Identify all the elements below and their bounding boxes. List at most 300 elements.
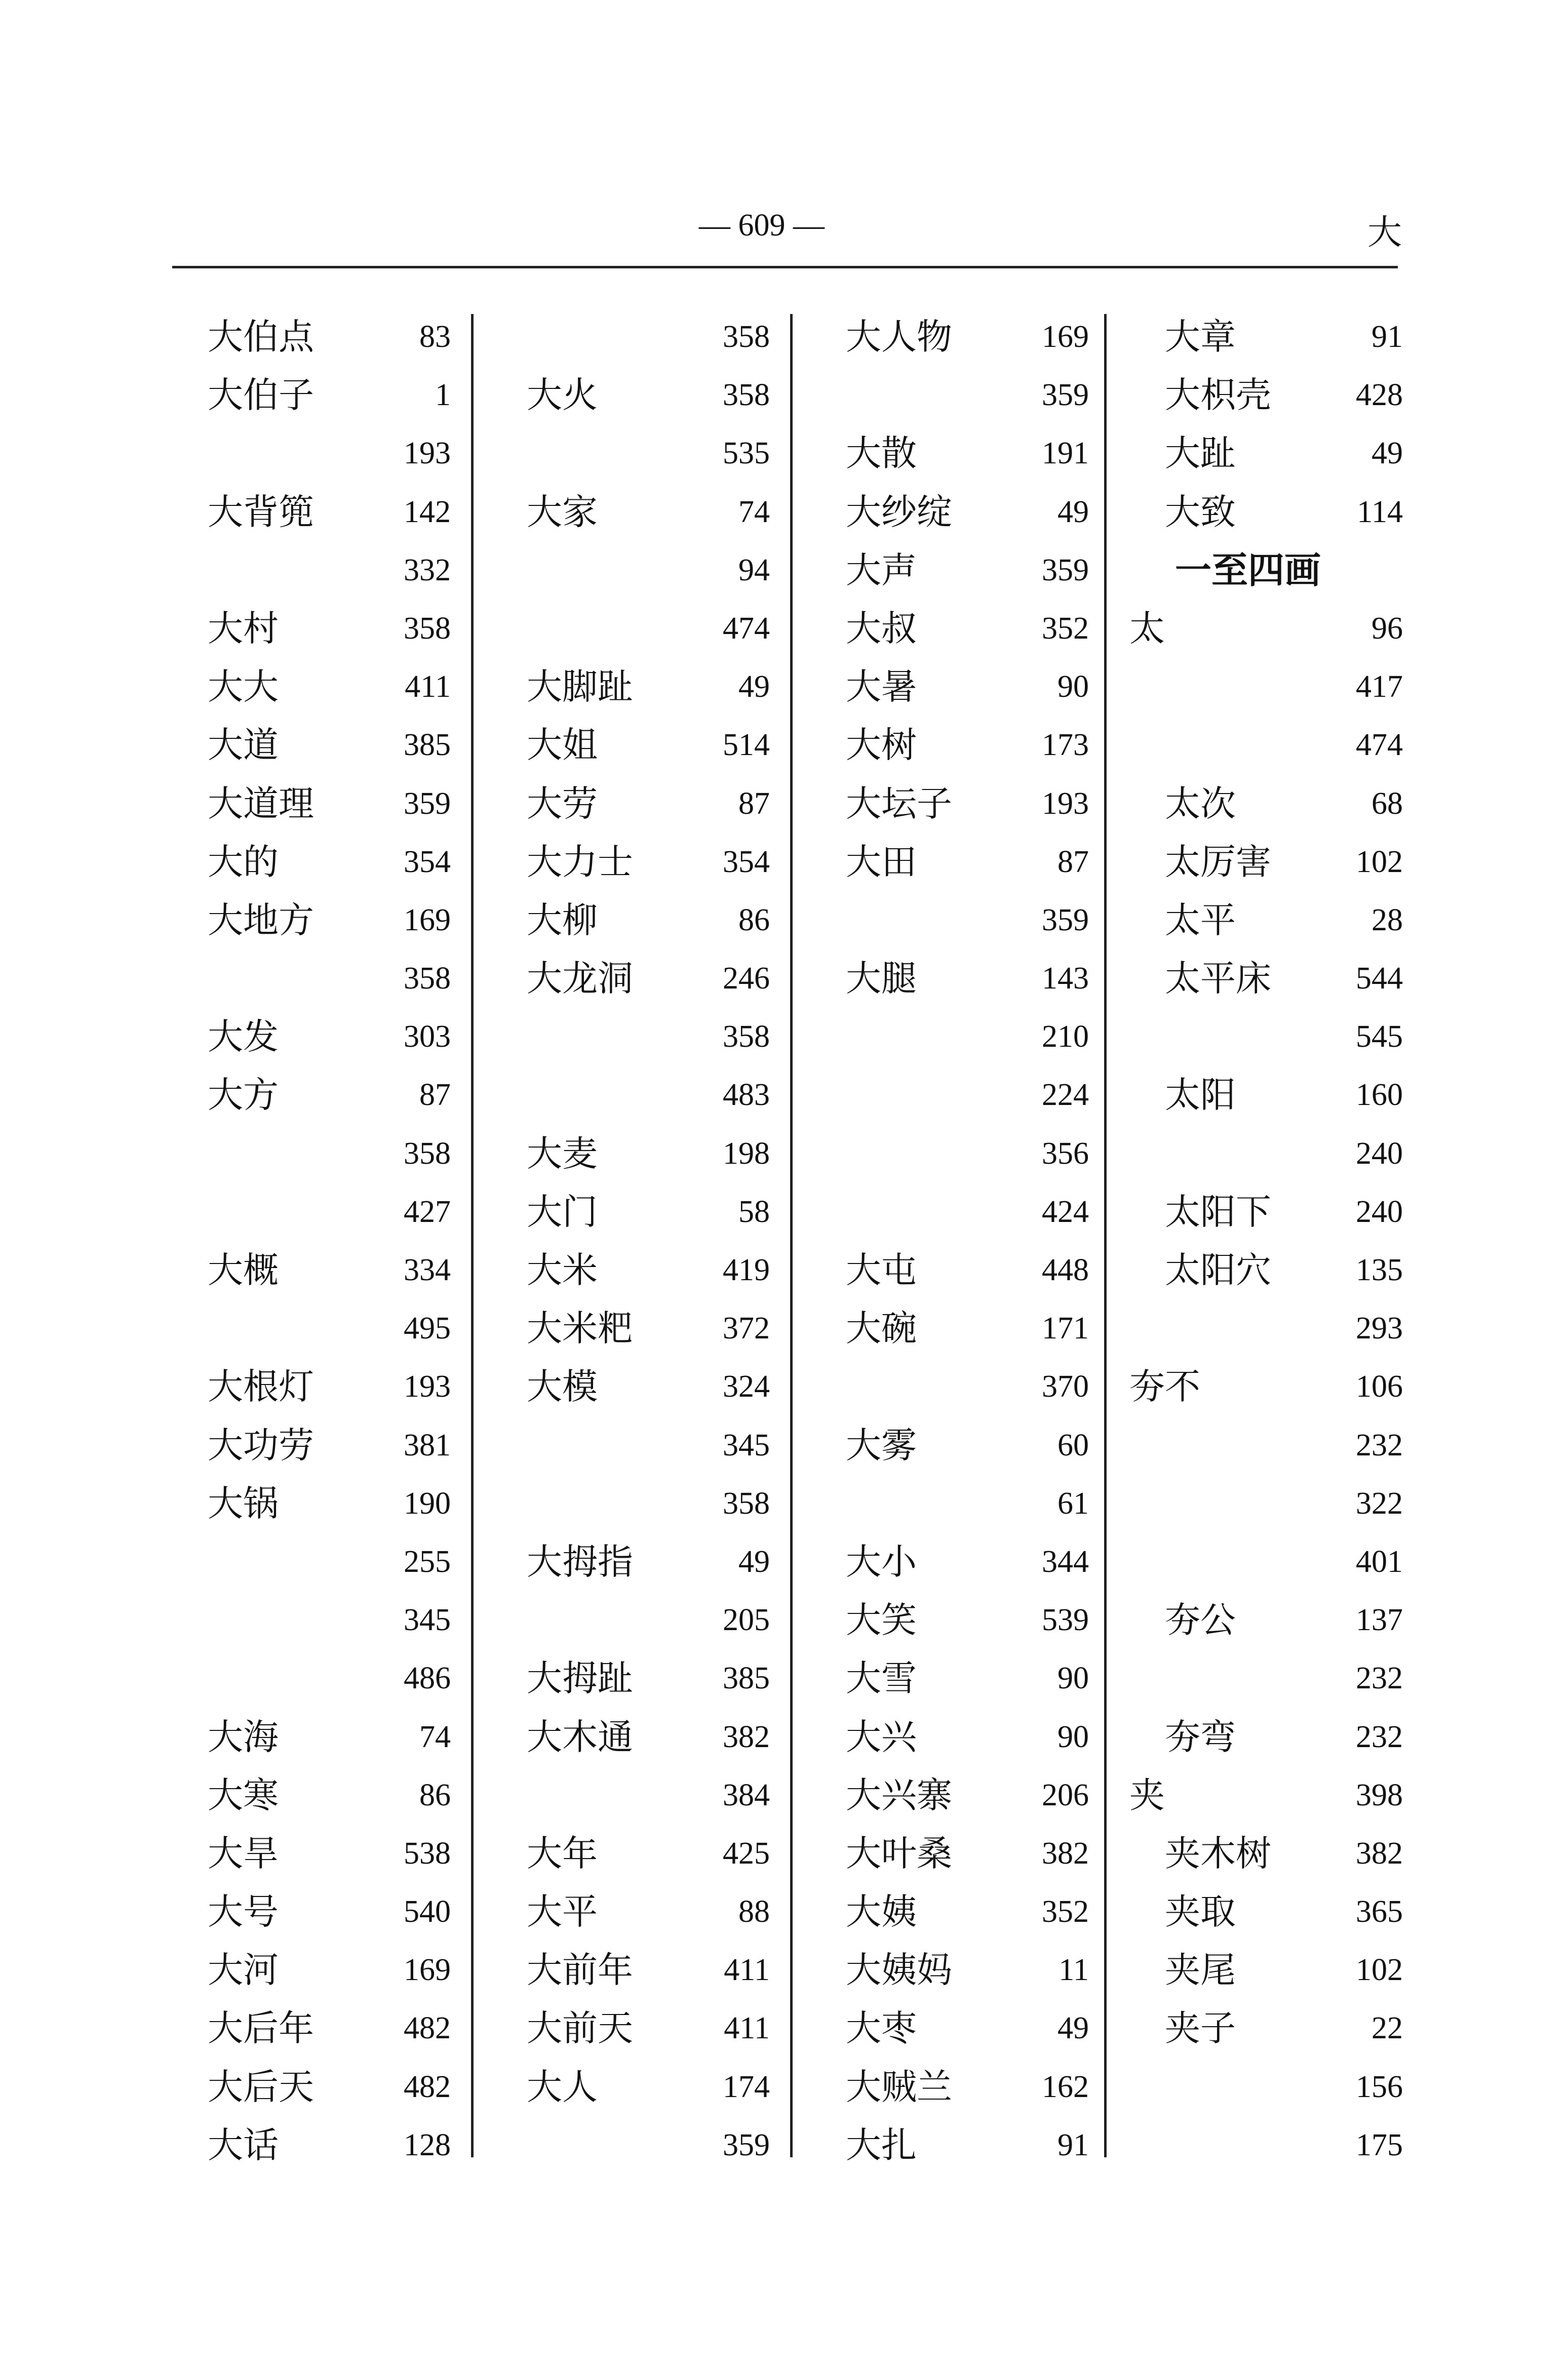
index-entry <box>208 430 451 489</box>
index-entry <box>846 2005 1089 2064</box>
index-entry <box>208 1772 451 1831</box>
index-entry <box>846 781 1089 839</box>
entry-page-number: 169 <box>404 902 451 937</box>
entry-page-number: 514 <box>723 728 770 763</box>
entry-term: 大锅 <box>208 1482 279 1524</box>
entry-page-number: 345 <box>404 1603 451 1638</box>
entry-page-number: 193 <box>404 1369 451 1404</box>
index-entry <box>208 1539 451 1597</box>
index-entry <box>1129 1072 1403 1130</box>
entry-page-number: 544 <box>1356 961 1403 996</box>
entry-page-number: 106 <box>1356 1369 1403 1404</box>
stroke-count-heading: 一至四画 <box>1175 548 1321 591</box>
entry-page-number: 398 <box>1356 1778 1403 1812</box>
index-column-3 <box>846 314 1089 2181</box>
index-entry <box>208 1189 451 1247</box>
index-entry <box>846 1655 1089 1714</box>
entry-page-number: 293 <box>1356 1311 1403 1346</box>
entry-term: 夹尾 <box>1165 1949 1236 1991</box>
index-entry <box>208 489 451 547</box>
entry-term: 大田 <box>846 841 917 883</box>
entry-term: 大前年 <box>527 1949 633 1991</box>
index-entry <box>1129 1597 1403 1655</box>
index-entry <box>208 372 451 430</box>
entry-page-number: 482 <box>404 2011 451 2046</box>
entry-page-number: 417 <box>1356 669 1403 704</box>
entry-term: 大龙洞 <box>527 958 633 1000</box>
entry-page-number: 419 <box>723 1253 770 1287</box>
entry-page-number: 359 <box>404 786 451 821</box>
index-entry <box>527 1597 770 1655</box>
entry-page-number: 401 <box>1356 1544 1403 1579</box>
index-entry <box>846 664 1089 722</box>
entry-page-number: 210 <box>1042 1019 1089 1054</box>
index-entry <box>527 2122 770 2181</box>
entry-term: 大枣 <box>846 2007 917 2049</box>
index-entry <box>1129 1423 1403 1481</box>
entry-term: 大方 <box>208 1074 279 1116</box>
index-entry <box>1129 1364 1403 1422</box>
entry-page-number: 156 <box>1356 2069 1403 2104</box>
entry-term: 大木通 <box>527 1716 633 1758</box>
entry-page-number: 232 <box>1356 1428 1403 1463</box>
column-divider <box>471 314 474 2157</box>
entry-term: 大麦 <box>527 1132 598 1174</box>
index-entry <box>208 1423 451 1481</box>
entry-term: 大平 <box>527 1891 598 1933</box>
entry-page-number: 102 <box>1356 1953 1403 1988</box>
entry-term: 大旱 <box>208 1832 279 1874</box>
entry-page-number: 359 <box>1042 902 1089 937</box>
entry-term: 大叔 <box>846 607 917 649</box>
entry-page-number: 175 <box>1356 2127 1403 2162</box>
section-character: 大 <box>1367 213 1402 253</box>
entry-page-number: 87 <box>419 1078 451 1113</box>
index-entry <box>208 1889 451 1947</box>
entry-term: 大拇指 <box>527 1540 633 1583</box>
index-entry <box>1129 2064 1403 2122</box>
entry-page-number: 91 <box>1371 320 1403 354</box>
index-entry <box>846 1539 1089 1597</box>
entry-page-number: 332 <box>404 552 451 587</box>
entry-page-number: 240 <box>1356 1194 1403 1229</box>
index-entry <box>208 606 451 664</box>
entry-term: 大雾 <box>846 1424 917 1466</box>
index-entry <box>1129 664 1403 722</box>
index-entry <box>1129 489 1403 547</box>
entry-page-number: 49 <box>1371 436 1403 471</box>
entry-page-number: 385 <box>404 728 451 763</box>
index-entry <box>846 1189 1089 1247</box>
entry-page-number: 74 <box>419 1719 451 1754</box>
index-entry <box>1129 2005 1403 2064</box>
index-entry <box>527 1831 770 1889</box>
index-entry <box>527 1655 770 1714</box>
entry-term: 大伯子 <box>208 374 314 416</box>
index-entry <box>208 1131 451 1189</box>
index-entry <box>1129 1831 1403 1889</box>
entry-page-number: 198 <box>723 1136 770 1171</box>
entry-term: 夹子 <box>1165 2007 1236 2049</box>
index-entry <box>846 314 1089 372</box>
index-entry <box>527 1481 770 1539</box>
column-divider <box>790 314 793 2157</box>
entry-page-number: 382 <box>1042 1836 1089 1871</box>
index-entry <box>846 2064 1089 2122</box>
entry-term: 夹 <box>1129 1774 1165 1816</box>
entry-term: 大散 <box>846 432 917 475</box>
entry-page-number: 448 <box>1042 1253 1089 1287</box>
entry-term: 大道 <box>208 724 279 766</box>
entry-page-number: 28 <box>1371 902 1403 937</box>
entry-page-number: 114 <box>1357 494 1403 529</box>
entry-term: 大姐 <box>527 724 598 766</box>
entry-term: 大海 <box>208 1716 279 1758</box>
entry-term: 大章 <box>1165 316 1236 358</box>
index-entry <box>208 839 451 897</box>
entry-term: 夯不 <box>1129 1366 1200 1408</box>
entry-term: 太阳穴 <box>1165 1249 1271 1291</box>
entry-term: 太次 <box>1165 782 1236 824</box>
entry-page-number: 322 <box>1356 1486 1403 1521</box>
entry-page-number: 169 <box>1042 320 1089 354</box>
index-entry <box>208 1597 451 1655</box>
entry-term: 大树 <box>846 724 917 766</box>
index-entry <box>846 1423 1089 1481</box>
entry-page-number: 90 <box>1057 1661 1089 1696</box>
entry-page-number: 352 <box>1042 1894 1089 1929</box>
entry-page-number: 358 <box>404 611 451 646</box>
entry-page-number: 232 <box>1356 1719 1403 1754</box>
entry-term: 大小 <box>846 1540 917 1583</box>
entry-term: 大地方 <box>208 899 314 941</box>
index-entry <box>527 1364 770 1422</box>
entry-page-number: 88 <box>738 1894 770 1929</box>
index-entry <box>208 1655 451 1714</box>
index-entry <box>208 2005 451 2064</box>
entry-page-number: 87 <box>738 786 770 821</box>
index-entry <box>846 547 1089 606</box>
index-entry <box>527 2005 770 2064</box>
index-entry <box>527 430 770 489</box>
entry-term: 夯公 <box>1165 1599 1236 1641</box>
entry-page-number: 193 <box>404 436 451 471</box>
header-rule <box>172 266 1398 268</box>
index-entry <box>1129 1714 1403 1772</box>
entry-page-number: 205 <box>723 1603 770 1638</box>
index-entry <box>846 839 1089 897</box>
index-entry <box>846 1014 1089 1072</box>
index-entry <box>527 956 770 1014</box>
index-entry <box>208 547 451 606</box>
index-entry <box>208 2122 451 2181</box>
entry-term: 大寒 <box>208 1774 279 1816</box>
entry-term: 大声 <box>846 549 917 591</box>
entry-term: 大概 <box>208 1249 279 1291</box>
index-entry <box>846 1247 1089 1306</box>
entry-term: 大大 <box>208 666 279 708</box>
index-entry <box>527 314 770 372</box>
index-entry <box>846 606 1089 664</box>
entry-page-number: 246 <box>723 961 770 996</box>
index-entry <box>846 1364 1089 1422</box>
entry-page-number: 49 <box>738 669 770 704</box>
index-entry <box>846 1831 1089 1889</box>
index-entry <box>208 1364 451 1422</box>
index-entry <box>1129 1655 1403 1714</box>
entry-page-number: 86 <box>419 1778 451 1812</box>
index-entry <box>1129 1481 1403 1539</box>
index-entry <box>208 1947 451 2005</box>
entry-page-number: 354 <box>723 844 770 879</box>
index-entry <box>1129 606 1403 664</box>
entry-page-number: 370 <box>1042 1369 1089 1404</box>
index-entry <box>846 897 1089 956</box>
entry-term: 大脚趾 <box>527 666 633 708</box>
index-entry <box>846 722 1089 780</box>
entry-page-number: 358 <box>723 320 770 354</box>
entry-page-number: 474 <box>723 611 770 646</box>
entry-page-number: 173 <box>1042 728 1089 763</box>
entry-page-number: 428 <box>1356 378 1403 413</box>
index-entry <box>208 1481 451 1539</box>
entry-term: 大号 <box>208 1891 279 1933</box>
entry-page-number: 102 <box>1356 844 1403 879</box>
entry-page-number: 68 <box>1371 786 1403 821</box>
entry-term: 太阳下 <box>1165 1191 1271 1233</box>
entry-page-number: 359 <box>723 2127 770 2162</box>
index-entry <box>208 1306 451 1364</box>
entry-page-number: 90 <box>1057 669 1089 704</box>
entry-term: 大姨 <box>846 1891 917 1933</box>
entry-page-number: 61 <box>1057 1486 1089 1521</box>
entry-page-number: 384 <box>723 1778 770 1812</box>
entry-page-number: 206 <box>1042 1778 1089 1812</box>
entry-page-number: 382 <box>1356 1836 1403 1871</box>
index-entry <box>846 1947 1089 2005</box>
entry-page-number: 169 <box>404 1953 451 1988</box>
index-entry <box>527 1131 770 1189</box>
entry-page-number: 60 <box>1057 1428 1089 1463</box>
index-entry <box>1129 314 1403 372</box>
entry-page-number: 540 <box>404 1894 451 1929</box>
index-entry <box>1129 781 1403 839</box>
page-number: — 609 — <box>699 208 825 243</box>
entry-page-number: 359 <box>1042 378 1089 413</box>
index-entry <box>527 489 770 547</box>
entry-page-number: 232 <box>1356 1661 1403 1696</box>
entry-term: 大后天 <box>208 2066 314 2108</box>
entry-page-number: 495 <box>404 1311 451 1346</box>
index-entry <box>846 1131 1089 1189</box>
entry-term: 大兴 <box>846 1716 917 1758</box>
entry-term: 大后年 <box>208 2007 314 2049</box>
index-entry <box>1129 1947 1403 2005</box>
entry-term: 大纱绽 <box>846 491 952 533</box>
index-column-2 <box>527 314 770 2181</box>
entry-term: 大米粑 <box>527 1308 633 1350</box>
index-entry <box>208 314 451 372</box>
entry-page-number: 358 <box>404 1136 451 1171</box>
entry-term: 大道理 <box>208 782 314 824</box>
entry-page-number: 482 <box>404 2069 451 2104</box>
entry-page-number: 358 <box>723 1486 770 1521</box>
index-entry <box>527 1072 770 1130</box>
entry-term: 大坛子 <box>846 782 952 824</box>
entry-page-number: 90 <box>1057 1719 1089 1754</box>
index-entry <box>1129 372 1403 430</box>
entry-term: 大劳 <box>527 782 598 824</box>
entry-term: 大伯点 <box>208 316 314 358</box>
entry-page-number: 358 <box>723 378 770 413</box>
entry-term: 大发 <box>208 1016 279 1058</box>
index-entry <box>527 1539 770 1597</box>
entry-page-number: 385 <box>723 1661 770 1696</box>
entry-term: 大的 <box>208 841 279 883</box>
entry-term: 大河 <box>208 1949 279 1991</box>
entry-page-number: 96 <box>1371 611 1403 646</box>
index-entry <box>527 1714 770 1772</box>
index-entry <box>527 1189 770 1247</box>
index-entry <box>1129 1131 1403 1189</box>
entry-term: 大暑 <box>846 666 917 708</box>
entry-page-number: 135 <box>1356 1253 1403 1287</box>
entry-term: 太 <box>1129 607 1165 649</box>
index-entry <box>1129 956 1403 1014</box>
entry-page-number: 193 <box>1042 786 1089 821</box>
entry-term: 大腿 <box>846 958 917 1000</box>
index-entry <box>527 839 770 897</box>
entry-term: 夯弯 <box>1165 1716 1236 1758</box>
entry-page-number: 171 <box>1042 1311 1089 1346</box>
entry-page-number: 411 <box>724 2011 770 2046</box>
index-entry <box>846 1306 1089 1364</box>
entry-term: 大力士 <box>527 841 633 883</box>
index-entry <box>527 2064 770 2122</box>
entry-page-number: 303 <box>404 1019 451 1054</box>
index-entry <box>208 1014 451 1072</box>
entry-page-number: 345 <box>723 1428 770 1463</box>
entry-term: 大雪 <box>846 1657 917 1700</box>
entry-page-number: 474 <box>1356 728 1403 763</box>
index-entry <box>527 1306 770 1364</box>
index-entry <box>527 1947 770 2005</box>
entry-page-number: 94 <box>738 552 770 587</box>
index-entry <box>846 1889 1089 1947</box>
index-entry <box>846 1481 1089 1539</box>
entry-page-number: 142 <box>404 494 451 529</box>
index-entry <box>1129 547 1403 606</box>
entry-term: 大人物 <box>846 316 952 358</box>
entry-term: 大家 <box>527 491 598 533</box>
index-entry <box>1129 1189 1403 1247</box>
entry-term: 大屯 <box>846 1249 917 1291</box>
index-entry <box>527 1247 770 1306</box>
entry-page-number: 365 <box>1356 1894 1403 1929</box>
entry-page-number: 411 <box>724 1953 770 1988</box>
entry-term: 夹取 <box>1165 1891 1236 1933</box>
entry-page-number: 74 <box>738 494 770 529</box>
index-entry <box>846 956 1089 1014</box>
index-entry <box>527 781 770 839</box>
column-divider <box>1104 314 1107 2157</box>
entry-term: 太厉害 <box>1165 841 1271 883</box>
entry-page-number: 381 <box>404 1428 451 1463</box>
entry-term: 大趾 <box>1165 432 1236 475</box>
index-entry <box>208 1831 451 1889</box>
index-entry <box>846 2122 1089 2181</box>
index-entry <box>527 722 770 780</box>
entry-term: 大人 <box>527 2066 598 2108</box>
entry-page-number: 427 <box>404 1194 451 1229</box>
index-entry <box>1129 2122 1403 2181</box>
entry-page-number: 356 <box>1042 1136 1089 1171</box>
entry-page-number: 382 <box>723 1719 770 1754</box>
index-entry <box>208 897 451 956</box>
entry-term: 大致 <box>1165 491 1236 533</box>
entry-page-number: 128 <box>404 2127 451 2162</box>
entry-page-number: 162 <box>1042 2069 1089 2104</box>
entry-term: 大功劳 <box>208 1424 314 1466</box>
entry-page-number: 344 <box>1042 1544 1089 1579</box>
index-entry <box>208 781 451 839</box>
entry-page-number: 358 <box>723 1019 770 1054</box>
index-entry <box>846 1772 1089 1831</box>
index-entry <box>1129 1306 1403 1364</box>
entry-page-number: 174 <box>723 2069 770 2104</box>
entry-term: 夹木树 <box>1165 1832 1271 1874</box>
entry-term: 大背篼 <box>208 491 314 533</box>
entry-page-number: 358 <box>404 961 451 996</box>
entry-page-number: 137 <box>1356 1603 1403 1638</box>
entry-term: 大碗 <box>846 1308 917 1350</box>
entry-term: 大门 <box>527 1191 598 1233</box>
index-entry <box>1129 1014 1403 1072</box>
entry-term: 大话 <box>208 2124 279 2166</box>
index-entry <box>208 722 451 780</box>
entry-term: 大扎 <box>846 2124 917 2166</box>
entry-page-number: 324 <box>723 1369 770 1404</box>
entry-page-number: 334 <box>404 1253 451 1287</box>
entry-page-number: 352 <box>1042 611 1089 646</box>
index-entry <box>1129 839 1403 897</box>
entry-page-number: 240 <box>1356 1136 1403 1171</box>
entry-page-number: 86 <box>738 902 770 937</box>
index-entry <box>846 430 1089 489</box>
index-entry <box>208 2064 451 2122</box>
index-entry <box>208 1072 451 1130</box>
entry-page-number: 424 <box>1042 1194 1089 1229</box>
entry-term: 大拇趾 <box>527 1657 633 1700</box>
entry-page-number: 58 <box>738 1194 770 1229</box>
entry-page-number: 535 <box>723 436 770 471</box>
entry-page-number: 49 <box>1057 494 1089 529</box>
entry-page-number: 191 <box>1042 436 1089 471</box>
index-entry <box>527 1014 770 1072</box>
entry-page-number: 483 <box>723 1078 770 1113</box>
index-entry <box>1129 430 1403 489</box>
index-entry <box>846 372 1089 430</box>
entry-page-number: 49 <box>1057 2011 1089 2046</box>
index-column-1 <box>208 314 451 2181</box>
index-entry <box>846 489 1089 547</box>
index-entry <box>1129 722 1403 780</box>
entry-page-number: 224 <box>1042 1078 1089 1113</box>
entry-page-number: 359 <box>1042 552 1089 587</box>
entry-page-number: 425 <box>723 1836 770 1871</box>
index-entry <box>527 1772 770 1831</box>
entry-term: 大年 <box>527 1832 598 1874</box>
